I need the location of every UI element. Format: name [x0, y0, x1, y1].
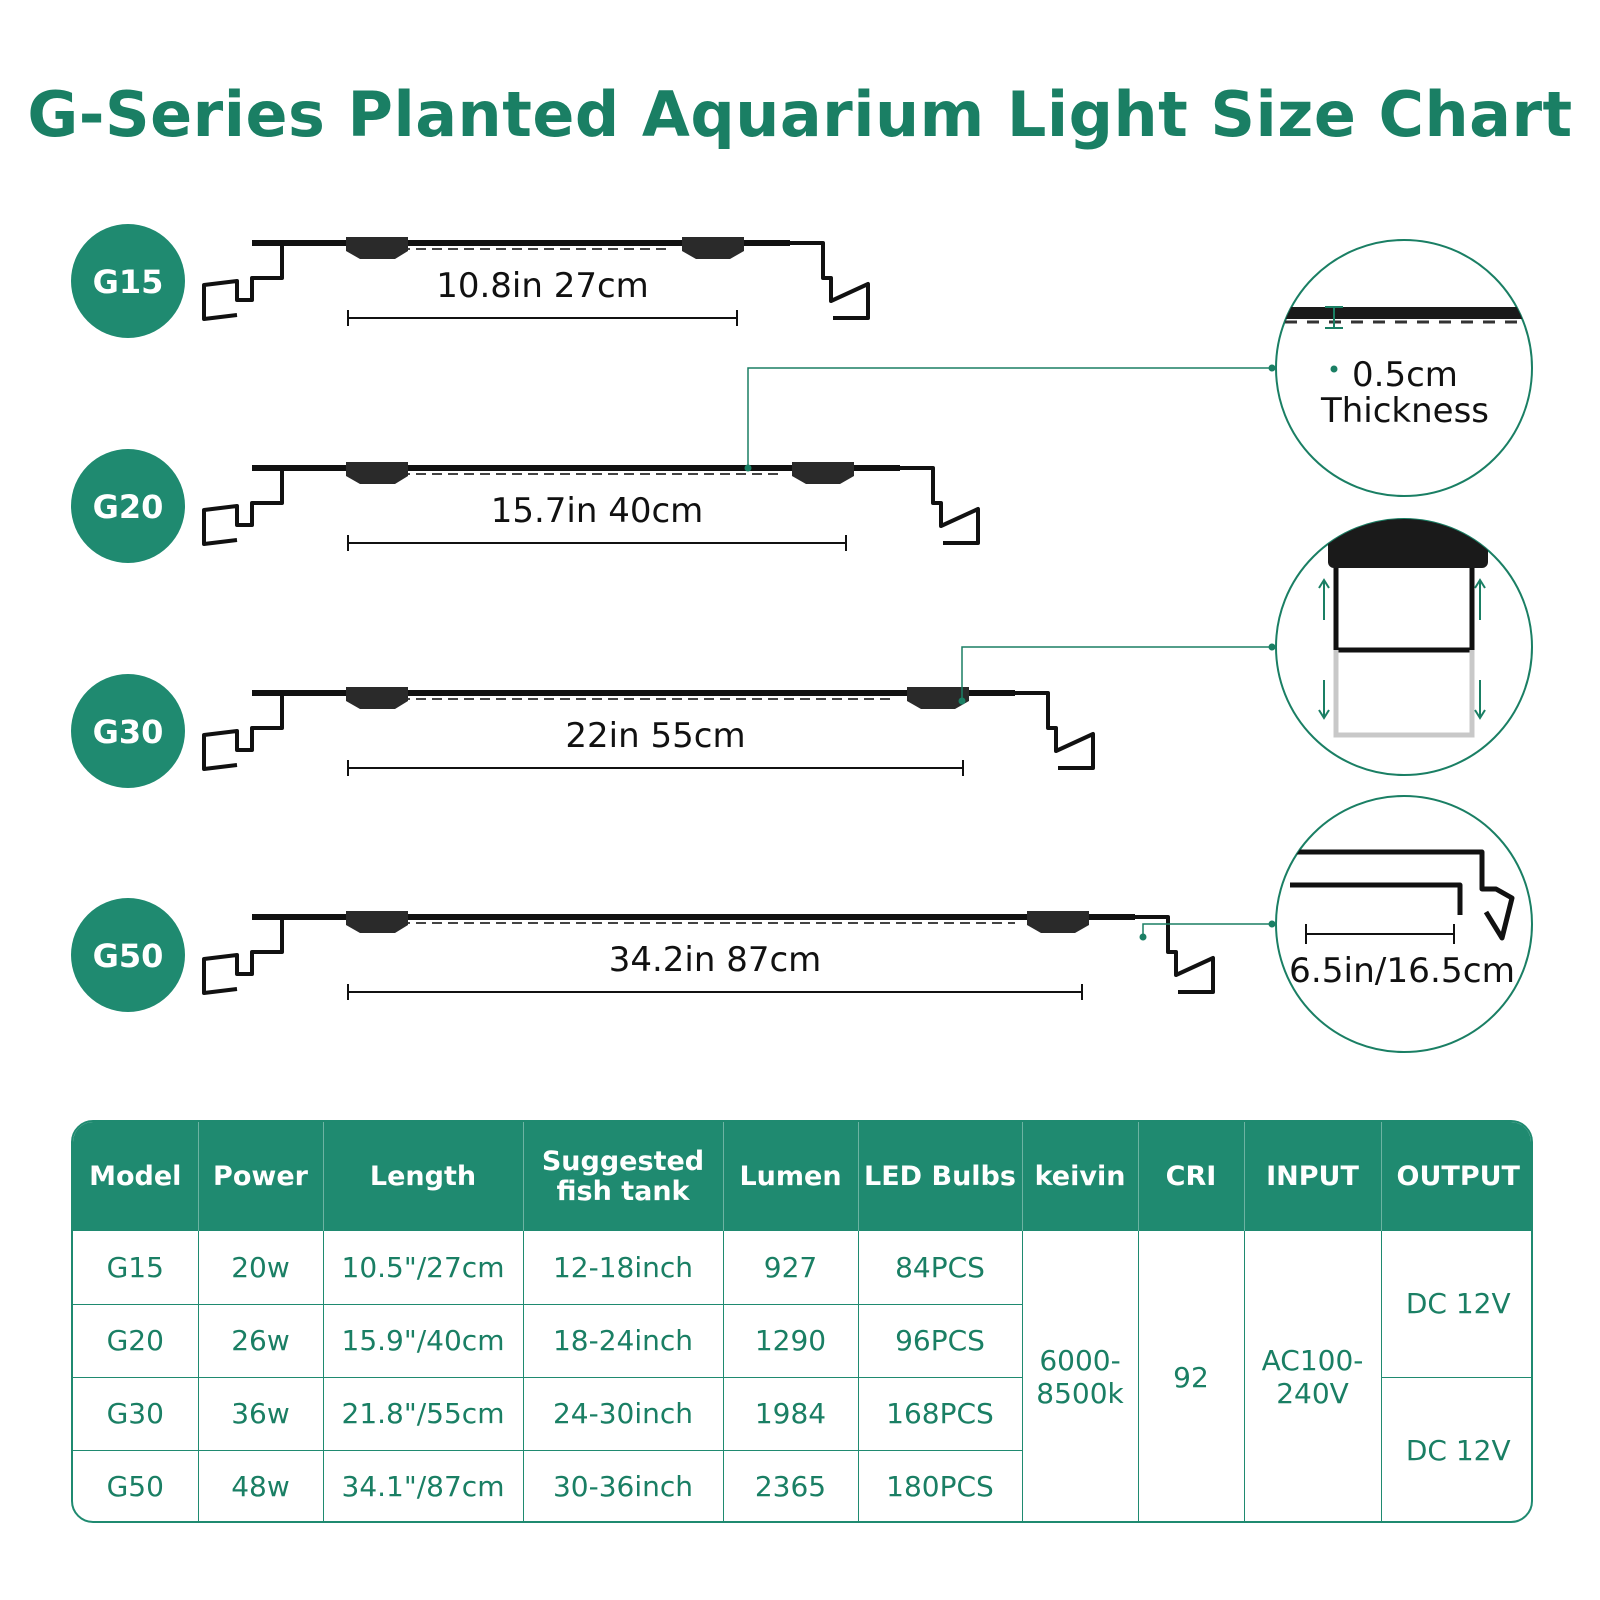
right-clip	[1027, 911, 1089, 933]
cell-power: 48w	[198, 1450, 323, 1523]
cell-length: 15.9"/40cm	[323, 1304, 523, 1377]
cell-tank-size: 24-30inch	[523, 1377, 723, 1450]
cell-led-bulbs: 84PCS	[858, 1231, 1022, 1304]
cell-model: G50	[73, 1450, 198, 1523]
connector-dot	[1140, 934, 1147, 941]
bracket-size-label: 6.5in/16.5cm	[1289, 951, 1515, 991]
left-bracket	[204, 243, 282, 319]
cell-output: DC 12V	[1405, 1433, 1511, 1467]
table-header-row	[73, 1122, 1533, 1231]
model-badge-text: G30	[92, 713, 164, 751]
right-clip	[907, 687, 969, 709]
thickness-bar	[1280, 307, 1540, 319]
cell-tank-size: 12-18inch	[523, 1231, 723, 1304]
cell-length: 10.5"/27cm	[323, 1231, 523, 1304]
spec-table	[73, 1122, 1533, 1523]
cell-lumen: 1290	[723, 1304, 858, 1377]
lights-layer	[71, 224, 1213, 1012]
model-badge-text: G15	[92, 263, 164, 301]
header-led-bulbs: LED Bulbs	[858, 1122, 1022, 1231]
connector-dot	[1331, 366, 1338, 373]
extendable-bracket-icon	[1276, 510, 1532, 775]
cell-model: G30	[73, 1377, 198, 1450]
cell-length: 21.8"/55cm	[323, 1377, 523, 1450]
right-clip	[792, 462, 854, 484]
right-bracket	[790, 243, 868, 318]
header-output: OUTPUT	[1396, 1160, 1520, 1192]
header-suggested-tank: Suggested fish tank	[523, 1122, 723, 1231]
model-badge-text: G20	[92, 488, 164, 526]
light-g15	[71, 224, 868, 338]
thickness-label: Thickness	[1320, 391, 1490, 431]
callouts-layer	[745, 240, 1541, 1052]
left-bracket	[204, 917, 282, 993]
callout-thickness	[1276, 240, 1540, 496]
left-clip	[346, 462, 408, 484]
length-label: 15.7in 40cm	[490, 491, 704, 531]
cell-lumen: 1984	[723, 1377, 858, 1450]
right-bracket	[1015, 693, 1093, 768]
length-label: 34.2in 87cm	[608, 940, 822, 980]
connector-dot	[1269, 365, 1276, 372]
thickness-value: 0.5cm	[1352, 355, 1458, 395]
cell-power: 26w	[198, 1304, 323, 1377]
cell-lumen: 2365	[723, 1450, 858, 1523]
cell-led-bulbs: 96PCS	[858, 1304, 1022, 1377]
left-bracket	[204, 468, 282, 544]
connector-dot	[959, 698, 966, 705]
header-model: Model	[73, 1122, 198, 1231]
cell-kelvin: 6000-8500k	[1022, 1231, 1138, 1523]
cell-length: 34.1"/87cm	[323, 1450, 523, 1523]
light-g30	[71, 674, 1093, 788]
length-label: 22in 55cm	[565, 716, 746, 756]
cell-tank-size: 30-36inch	[523, 1450, 723, 1523]
left-clip	[346, 687, 408, 709]
table-row	[73, 1231, 1533, 1304]
light-g20	[71, 449, 978, 563]
connector-thickness	[748, 368, 1272, 468]
cell-lumen: 927	[723, 1231, 858, 1304]
cell-power: 36w	[198, 1377, 323, 1450]
cell-input: AC100-240V	[1244, 1231, 1381, 1523]
cell-output: DC 12V	[1381, 1231, 1533, 1377]
header-input: INPUT	[1244, 1122, 1381, 1231]
light-g50	[71, 898, 1213, 1012]
page-title: G-Series Planted Aquarium Light Size Chart	[27, 78, 1573, 151]
header-kelvin: keivin	[1022, 1122, 1138, 1231]
cell-tank-size: 18-24inch	[523, 1304, 723, 1377]
cell-led-bulbs: 168PCS	[858, 1377, 1022, 1450]
left-clip	[346, 911, 408, 933]
left-bracket	[204, 693, 282, 769]
connector-dot	[1269, 644, 1276, 651]
right-clip	[682, 237, 744, 259]
header-power: Power	[198, 1122, 323, 1231]
cell-model: G20	[73, 1304, 198, 1377]
callout-bracket	[1276, 796, 1532, 1052]
right-bracket	[900, 468, 978, 543]
connector-bracket	[1143, 924, 1272, 937]
spec-table-container	[71, 1120, 1533, 1523]
header-length: Length	[323, 1122, 523, 1231]
length-label: 10.8in 27cm	[436, 266, 649, 306]
header-lumen: Lumen	[723, 1122, 858, 1231]
cell-power: 20w	[198, 1231, 323, 1304]
header-cri: CRI	[1138, 1122, 1244, 1231]
left-clip	[346, 237, 408, 259]
cell-model: G15	[73, 1231, 198, 1304]
connector-dot	[745, 465, 752, 472]
table-body	[73, 1231, 1533, 1523]
cell-led-bulbs: 180PCS	[858, 1450, 1022, 1523]
cell-cri: 92	[1138, 1231, 1244, 1523]
right-bracket	[1135, 917, 1213, 992]
model-badge-text: G50	[92, 937, 164, 975]
connector-dot	[1269, 921, 1276, 928]
